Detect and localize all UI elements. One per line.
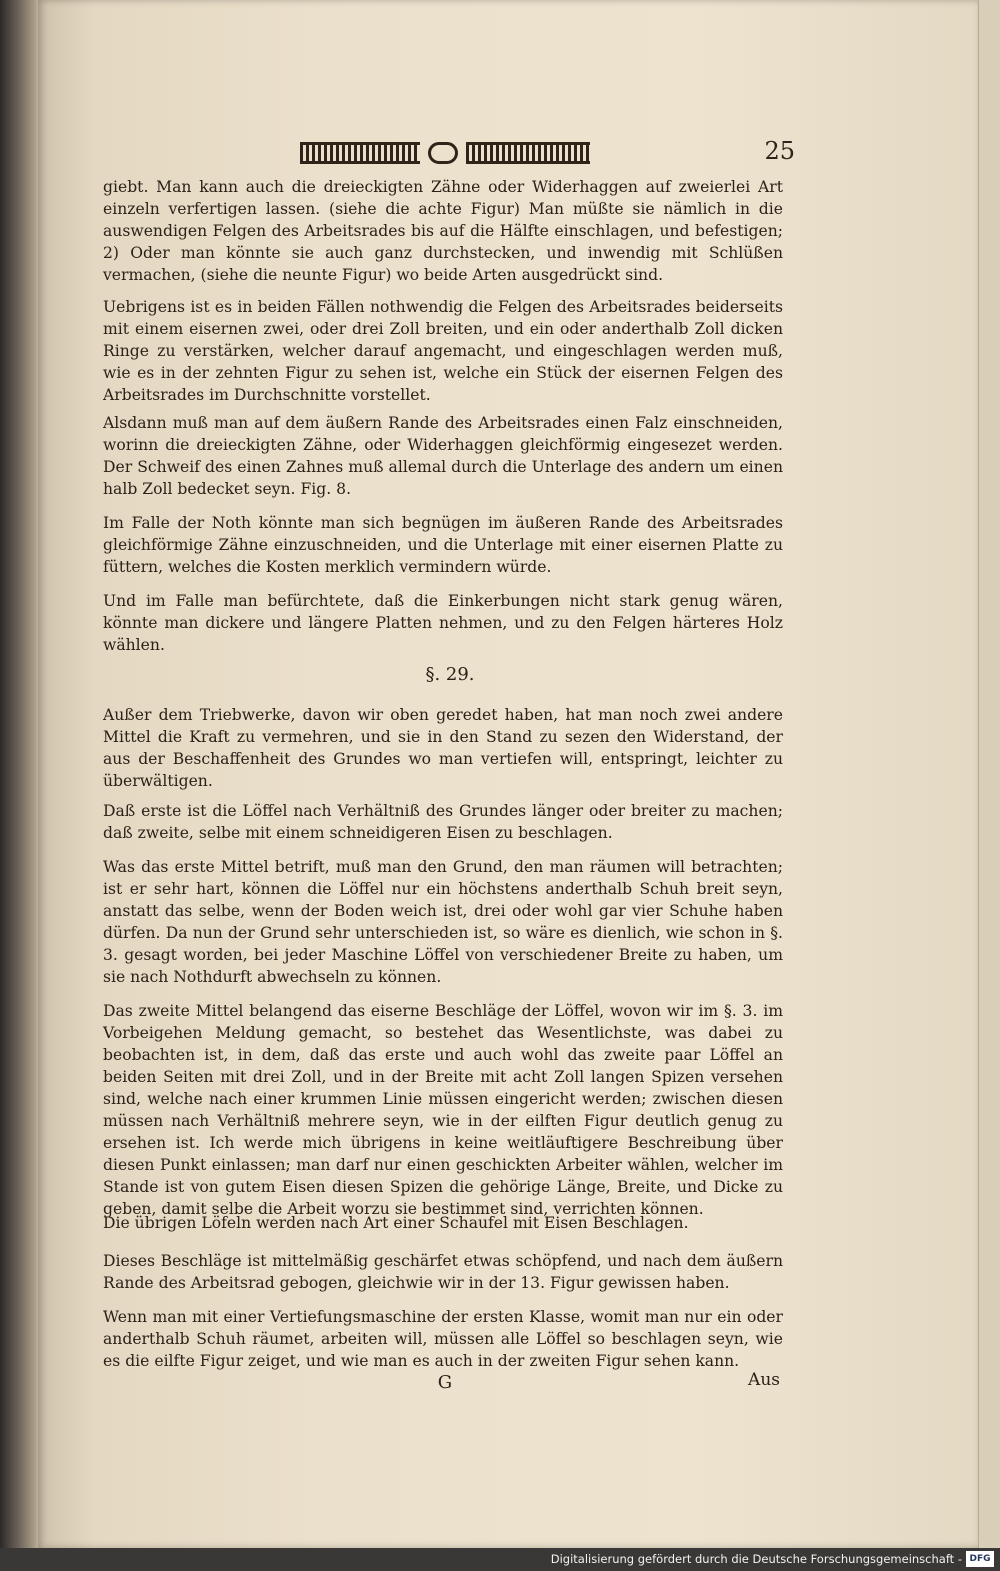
credit-bar bbox=[0, 1548, 1000, 1571]
page-edge bbox=[978, 0, 1000, 1548]
paragraph-9: Das zweite Mittel belangend das eiserne Beschläge der Löffel, wovon wir im §. 3. im Vorbeigehen Meldung gemacht, so bestehet das Wesentlichste, was dabei zu beobachten ist, in dem, daß das erste und auch wohl das zweite paar Löffel an beiden Seiten mit drei Zoll, und in der Breite mit acht Zoll langen Spizen versehen sind, welche nach einer krummen Linie müssen eingericht werden; zwischen diesen müssen nach Verhältniß mehrere seyn, wie in der eilften Figur deutlich genug zu ersehen ist. Ich werde mich übrigens in keine weitläuftigere Beschreibung über diesen Punkt einlassen; man darf nur einen geschickten Arbeiter wählen, welcher im Stande ist von gutem Eisen diesen Spizen die gehörige Länge, Breite, und Dicke zu geben, damit selbe die Arbeit worzu sie bestimmet sind, verrichten können. bbox=[103, 1002, 783, 1218]
credit-text: Digitalisierung gefördert durch die Deutsche Forschungsgemeinschaft - bbox=[550, 1552, 962, 1566]
dfg-logo-icon: DFG bbox=[966, 1551, 994, 1567]
ornament-center bbox=[428, 142, 458, 164]
section-heading: §. 29. bbox=[425, 664, 475, 685]
paragraph-6: Außer dem Triebwerke, davon wir oben geredet haben, hat man noch zwei andere Mittel die Kraft zu vermehren, und sie in den Stand zu sezen den Widerstand, der aus der Beschaffenheit des Grundes wo man vertiefen will, entspringt, leichter zu überwältigen. bbox=[103, 706, 783, 790]
signature-mark: G bbox=[437, 1372, 453, 1393]
paragraph-3: Alsdann muß man auf dem äußern Rande des Arbeitsrades einen Falz einschneiden, worinn die dreieckigten Zähne, oder Widerhaggen gleichförmig eingesezet werden. Der Schweif des einen Zahnes muß allemal durch die Unterlage des andern um einen halb Zoll bedecket seyn. Fig. 8. bbox=[103, 414, 783, 498]
page-number: 25 bbox=[764, 137, 795, 165]
catchword: Aus bbox=[748, 1370, 780, 1390]
ornament-right bbox=[466, 142, 590, 164]
paragraph-10: Die übrigen Löfeln werden nach Art einer Schaufel mit Eisen Beschlagen. bbox=[103, 1214, 689, 1232]
paragraph-5: Und im Falle man befürchtete, daß die Einkerbungen nicht stark genug wären, könnte man dickere und längere Platten nehmen, und zu den Felgen härteres Holz wählen. bbox=[103, 592, 783, 654]
paragraph-2: Uebrigens ist es in beiden Fällen nothwendig die Felgen des Arbeitsrades beiderseits mit einem eisernen zwei, oder drei Zoll breiten, und ein oder anderthalb Zoll dicken Ringe zu verstärken, welcher darauf angemacht, und eingeschlagen werden muß, wie es in der zehnten Figur zu sehen ist, welche ein Stück der eisernen Felgen des Arbeitsrades im Durchschnitte vorstellet. bbox=[103, 298, 783, 404]
header-ornament bbox=[300, 138, 590, 168]
paragraph-4: Im Falle der Noth könnte man sich begnügen im äußeren Rande des Arbeitsrades gleichförmige Zähne einzuschneiden, und die Unterlage mit einer eisernen Platte zu füttern, welches die Kosten merklich vermindern würde. bbox=[103, 514, 783, 576]
paragraph-12: Wenn man mit einer Vertiefungsmaschine der ersten Klasse, womit man nur ein oder anderthalb Schuh räumet, arbeiten will, müssen alle Löffel so beschlagen seyn, wie es die eilfte Figur zeiget, und wie man es auch in der zweiten Figur sehen kann. bbox=[103, 1308, 783, 1370]
paragraph-7: Daß erste ist die Löffel nach Verhältniß des Grundes länger oder breiter zu machen; daß zweite, selbe mit einem schneidigeren Eisen zu beschlagen. bbox=[103, 802, 783, 842]
paragraph-8: Was das erste Mittel betrift, muß man den Grund, den man räumen will betrachten; ist er sehr hart, können die Löffel nur ein höchstens anderthalb Schuh breit seyn, anstatt das selbe, wenn der Boden weich ist, drei oder wohl gar vier Schuhe haben dürfen. Da nun der Grund sehr unterschieden ist, so wäre es dienlich, wie schon in §. 3. gesagt worden, bei jeder Maschine Löffel von verschiedener Breite zu haben, um sie nach Nothdurft abwechseln zu können. bbox=[103, 858, 783, 986]
paragraph-11: Dieses Beschläge ist mittelmäßig geschärfet etwas schöpfend, und nach dem äußern Rande des Arbeitsrad gebogen, gleichwie wir in der 13. Figur gewissen haben. bbox=[103, 1252, 783, 1292]
book-spine bbox=[0, 0, 40, 1571]
ornament-left bbox=[300, 142, 420, 164]
paragraph-1: giebt. Man kann auch die dreieckigten Zähne oder Widerhaggen auf zweierlei Art einzeln verfertigen lassen. (siehe die achte Figur) Man müßte sie nämlich in die auswendigen Felgen des Arbeitsrades bis auf die Hälfte einschlagen, und befestigen; 2) Oder man könnte sie auch ganz durchstecken, und inwendig mit Schlüßen vermachen, (siehe die neunte Figur) wo beide Arten ausgedrückt sind. bbox=[103, 178, 783, 284]
